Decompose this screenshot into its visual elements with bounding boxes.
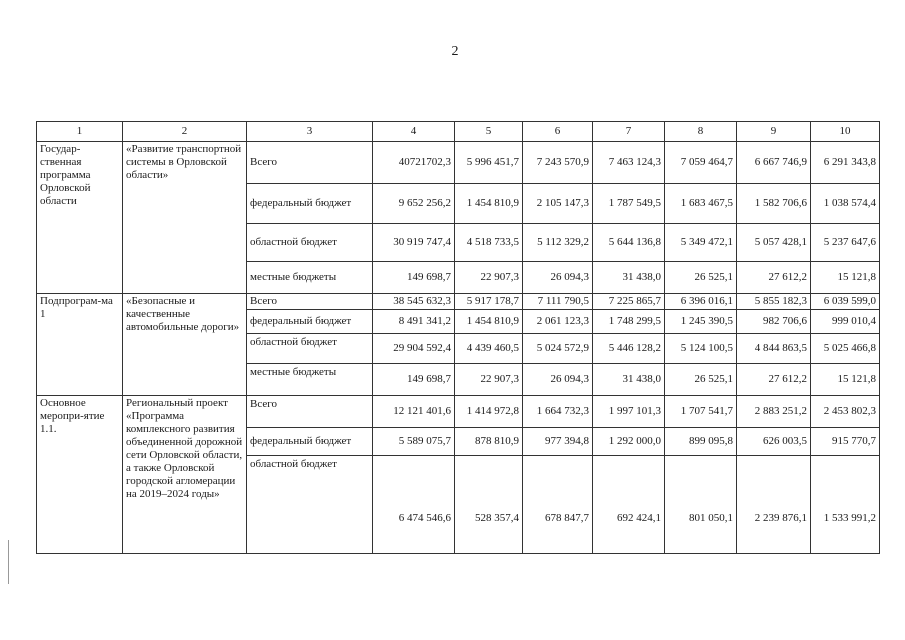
funding-source-cell: Всего xyxy=(247,396,373,428)
value-cell: 2 453 802,3 xyxy=(811,396,880,428)
budget-table xyxy=(36,121,880,554)
table-row xyxy=(37,396,880,428)
value-cell: 4 518 733,5 xyxy=(455,224,523,262)
value-cell: 1 582 706,6 xyxy=(737,184,811,224)
column-header: 8 xyxy=(665,122,737,142)
value-cell: 7 463 124,3 xyxy=(593,142,665,184)
value-cell: 31 438,0 xyxy=(593,262,665,294)
column-header: 2 xyxy=(123,122,247,142)
page-number: 2 xyxy=(451,44,459,59)
value-cell: 26 094,3 xyxy=(523,262,593,294)
value-cell: 31 438,0 xyxy=(593,364,665,396)
column-header: 7 xyxy=(593,122,665,142)
program-name-cell: Государ-ственная программа Орловской области xyxy=(37,142,123,294)
value-cell: 4 439 460,5 xyxy=(455,334,523,364)
column-header: 10 xyxy=(811,122,880,142)
value-cell: 801 050,1 xyxy=(665,456,737,554)
value-cell: 5 124 100,5 xyxy=(665,334,737,364)
column-header: 9 xyxy=(737,122,811,142)
value-cell: 1 038 574,4 xyxy=(811,184,880,224)
value-cell: 7 111 790,5 xyxy=(523,294,593,310)
value-cell: 1 414 972,8 xyxy=(455,396,523,428)
value-cell: 1 748 299,5 xyxy=(593,310,665,334)
program-name-cell: Подпрограм-ма 1 xyxy=(37,294,123,396)
value-cell: 26 525,1 xyxy=(665,364,737,396)
value-cell: 15 121,8 xyxy=(811,262,880,294)
funding-source-cell: областной бюджет xyxy=(247,334,373,364)
value-cell: 5 237 647,6 xyxy=(811,224,880,262)
value-cell: 40721702,3 xyxy=(373,142,455,184)
value-cell: 22 907,3 xyxy=(455,364,523,396)
value-cell: 1 454 810,9 xyxy=(455,184,523,224)
funding-source-cell: федеральный бюджет xyxy=(247,428,373,456)
value-cell: 1 707 541,7 xyxy=(665,396,737,428)
value-cell: 692 424,1 xyxy=(593,456,665,554)
value-cell: 1 787 549,5 xyxy=(593,184,665,224)
value-cell: 38 545 632,3 xyxy=(373,294,455,310)
value-cell: 6 474 546,6 xyxy=(373,456,455,554)
value-cell: 9 652 256,2 xyxy=(373,184,455,224)
value-cell: 1 454 810,9 xyxy=(455,310,523,334)
value-cell: 149 698,7 xyxy=(373,262,455,294)
value-cell: 15 121,8 xyxy=(811,364,880,396)
value-cell: 5 112 329,2 xyxy=(523,224,593,262)
header-row xyxy=(37,122,880,142)
funding-source-cell: федеральный бюджет xyxy=(247,184,373,224)
table-row xyxy=(37,142,880,184)
value-cell: 5 349 472,1 xyxy=(665,224,737,262)
funding-source-cell: местные бюджеты xyxy=(247,262,373,294)
value-cell: 12 121 401,6 xyxy=(373,396,455,428)
value-cell: 2 239 876,1 xyxy=(737,456,811,554)
value-cell: 27 612,2 xyxy=(737,364,811,396)
value-cell: 2 061 123,3 xyxy=(523,310,593,334)
value-cell: 2 105 147,3 xyxy=(523,184,593,224)
value-cell: 4 844 863,5 xyxy=(737,334,811,364)
table-row xyxy=(37,294,880,310)
value-cell: 5 589 075,7 xyxy=(373,428,455,456)
value-cell: 8 491 341,2 xyxy=(373,310,455,334)
column-header: 4 xyxy=(373,122,455,142)
value-cell: 1 664 732,3 xyxy=(523,396,593,428)
funding-source-cell: Всего xyxy=(247,142,373,184)
value-cell: 26 525,1 xyxy=(665,262,737,294)
value-cell: 5 057 428,1 xyxy=(737,224,811,262)
value-cell: 915 770,7 xyxy=(811,428,880,456)
column-header: 6 xyxy=(523,122,593,142)
value-cell: 878 810,9 xyxy=(455,428,523,456)
value-cell: 5 917 178,7 xyxy=(455,294,523,310)
program-title-cell: «Безопасные и качественные автомобильные дороги» xyxy=(123,294,247,396)
value-cell: 5 025 466,8 xyxy=(811,334,880,364)
funding-source-cell: местные бюджеты xyxy=(247,364,373,396)
value-cell: 1 245 390,5 xyxy=(665,310,737,334)
scan-margin-mark xyxy=(8,540,9,584)
value-cell: 5 024 572,9 xyxy=(523,334,593,364)
value-cell: 982 706,6 xyxy=(737,310,811,334)
value-cell: 6 039 599,0 xyxy=(811,294,880,310)
value-cell: 528 357,4 xyxy=(455,456,523,554)
value-cell: 149 698,7 xyxy=(373,364,455,396)
value-cell: 22 907,3 xyxy=(455,262,523,294)
program-name-cell: Основное меропри-ятие 1.1. xyxy=(37,396,123,554)
funding-source-cell: областной бюджет xyxy=(247,456,373,554)
funding-source-cell: федеральный бюджет xyxy=(247,310,373,334)
value-cell: 6 291 343,8 xyxy=(811,142,880,184)
value-cell: 29 904 592,4 xyxy=(373,334,455,364)
value-cell: 1 997 101,3 xyxy=(593,396,665,428)
value-cell: 1 292 000,0 xyxy=(593,428,665,456)
value-cell: 7 225 865,7 xyxy=(593,294,665,310)
value-cell: 5 996 451,7 xyxy=(455,142,523,184)
value-cell: 678 847,7 xyxy=(523,456,593,554)
value-cell: 6 667 746,9 xyxy=(737,142,811,184)
value-cell: 626 003,5 xyxy=(737,428,811,456)
value-cell: 999 010,4 xyxy=(811,310,880,334)
value-cell: 6 396 016,1 xyxy=(665,294,737,310)
funding-source-cell: областной бюджет xyxy=(247,224,373,262)
value-cell: 899 095,8 xyxy=(665,428,737,456)
program-title-cell: «Развитие транспортной системы в Орловской области» xyxy=(123,142,247,294)
value-cell: 30 919 747,4 xyxy=(373,224,455,262)
value-cell: 27 612,2 xyxy=(737,262,811,294)
column-header: 1 xyxy=(37,122,123,142)
column-header: 3 xyxy=(247,122,373,142)
column-header: 5 xyxy=(455,122,523,142)
value-cell: 5 855 182,3 xyxy=(737,294,811,310)
program-title-cell: Региональный проект «Программа комплексного развития объединенной дорожной сети Орловской области, а также Орловской городской агломерации на 2019–2024 годы» xyxy=(123,396,247,554)
value-cell: 5 644 136,8 xyxy=(593,224,665,262)
funding-source-cell: Всего xyxy=(247,294,373,310)
value-cell: 26 094,3 xyxy=(523,364,593,396)
value-cell: 7 243 570,9 xyxy=(523,142,593,184)
value-cell: 2 883 251,2 xyxy=(737,396,811,428)
value-cell: 1 533 991,2 xyxy=(811,456,880,554)
value-cell: 7 059 464,7 xyxy=(665,142,737,184)
value-cell: 5 446 128,2 xyxy=(593,334,665,364)
value-cell: 977 394,8 xyxy=(523,428,593,456)
value-cell: 1 683 467,5 xyxy=(665,184,737,224)
